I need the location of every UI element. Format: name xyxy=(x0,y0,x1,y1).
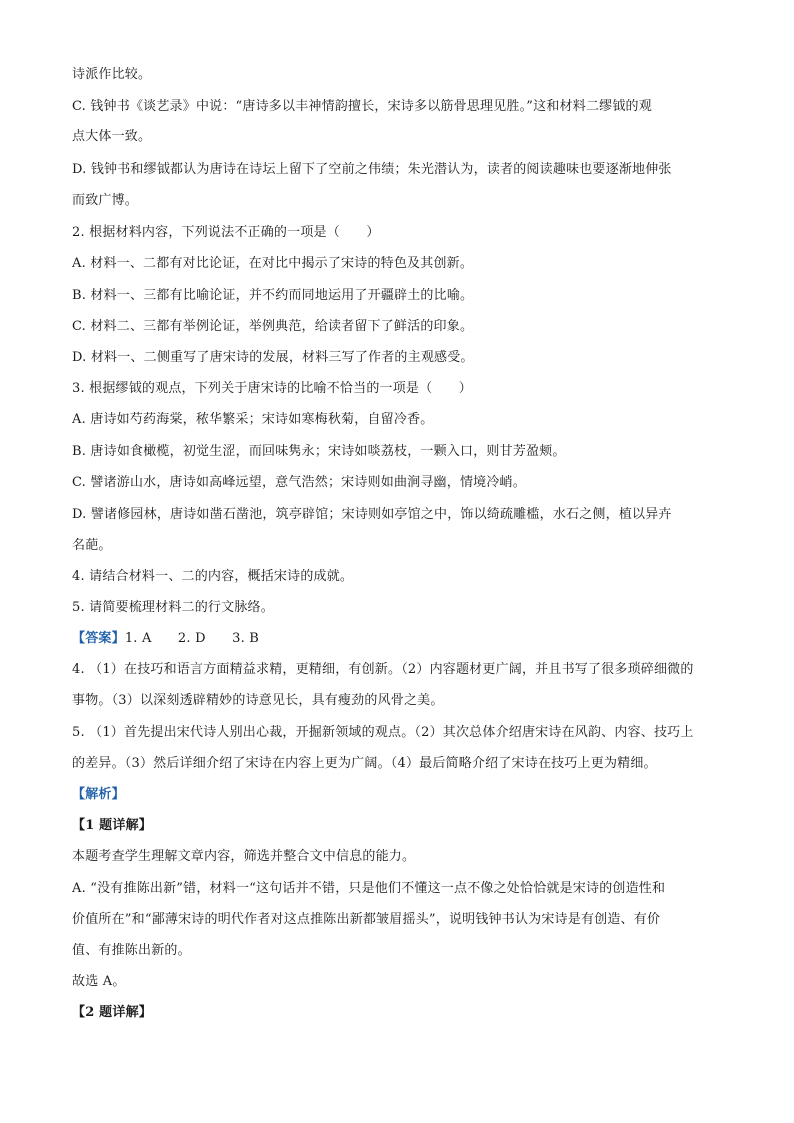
option-line: C. 譬诸游山水，唐诗如高峰远望，意气浩然；宋诗则如曲涧寻幽，情境冷峭。 xyxy=(72,475,526,490)
option-line: C. 材料二、三都有举例论证，举例典范，给读者留下了鲜活的印象。 xyxy=(72,319,474,334)
text-line: 而致广博。 xyxy=(72,193,139,208)
answer-label: 【答案】 xyxy=(72,631,125,646)
question-4: 4. 请结合材料一、二的内容，概括宋诗的成就。 xyxy=(72,569,354,584)
option-line: D. 譬诸修园林，唐诗如凿石凿池，筑亭辟馆；宋诗则如亭馆之中，饰以绮疏雕槛，水石之侧，植以异卉 xyxy=(72,507,672,522)
text-line: 名葩。 xyxy=(72,538,112,553)
question-3: 3. 根据缪钺的观点，下列关于唐宋诗的比喻不恰当的一项是（ ） xyxy=(72,381,472,396)
text-line: 事物。（3）以深刻透辟精妙的诗意见长，具有瘦劲的风骨之美。 xyxy=(72,693,444,708)
q1-detail-label: 【1 题详解】 xyxy=(72,818,152,833)
text-line: 的差异。（3）然后详细介绍了宋诗在内容上更为广阔。（4）最后简略介绍了宋诗在技巧上更为精细。 xyxy=(72,756,657,771)
q2-detail-label: 【2 题详解】 xyxy=(72,1005,152,1020)
text-line: 故选 A。 xyxy=(72,974,126,989)
text-line: 4. （1）在技巧和语言方面精益求精，更精细，有创新。（2）内容题材更广阔，并且书写了很多琐碎细微的 xyxy=(72,662,694,677)
question-2: 2. 根据材料内容，下列说法不正确的一项是（ ） xyxy=(72,225,380,240)
text-line: C. 钱钟书《谈艺录》中说：“唐诗多以丰神情韵擅长，宋诗多以筋骨思理见胜。”这和材料二缪钺的观 xyxy=(72,99,652,114)
text-line: 诗派作比较。 xyxy=(72,67,152,82)
question-5: 5. 请简要梳理材料二的行文脉络。 xyxy=(72,600,274,615)
text-line: 值、有推陈出新的。 xyxy=(72,943,191,958)
text-line: 5. （1）首先提出宋代诗人别出心裁，开掘新领域的观点。（2）其次总体介绍唐宋诗在风韵、内容、技巧上 xyxy=(72,725,694,740)
answer-line xyxy=(72,630,259,648)
text-line: A. “没有推陈出新”错，材料一“这句话并不错，只是他们不懂这一点不像之处恰恰就是宋诗的创造性和 xyxy=(72,881,666,896)
text-line: 价值所在”和“鄙薄宋诗的明代作者对这点推陈出新都皱眉摇头”，说明钱钟书认为宋诗是有创造、有价 xyxy=(72,912,661,927)
text-line: 本题考查学生理解文章内容，筛选并整合文中信息的能力。 xyxy=(72,849,416,864)
analysis-label: 【解析】 xyxy=(72,787,125,802)
option-line: B. 唐诗如食橄榄，初觉生涩，而回味隽永；宋诗如啖荔枝，一颗入口，则甘芳盈颊。 xyxy=(72,444,566,459)
option-line: A. 材料一、二都有对比论证，在对比中揭示了宋诗的特色及其创新。 xyxy=(72,256,474,271)
option-line: D. 材料一、二侧重写了唐宋诗的发展，材料三写了作者的主观感受。 xyxy=(72,350,474,365)
option-line: A. 唐诗如芍药海棠，秾华繁采；宋诗如寒梅秋菊，自留冷香。 xyxy=(72,412,434,427)
option-line: B. 材料一、三都有比喻论证，并不约而同地运用了开疆辟土的比喻。 xyxy=(72,288,474,303)
answer-text: 1. A 2. D 3. B xyxy=(124,631,259,646)
text-line: 点大体一致。 xyxy=(72,129,152,144)
text-line: D. 钱钟书和缪钺都认为唐诗在诗坛上留下了空前之伟绩；朱光潜认为，读者的阅读趣味也要逐渐地伸张 xyxy=(72,162,672,177)
